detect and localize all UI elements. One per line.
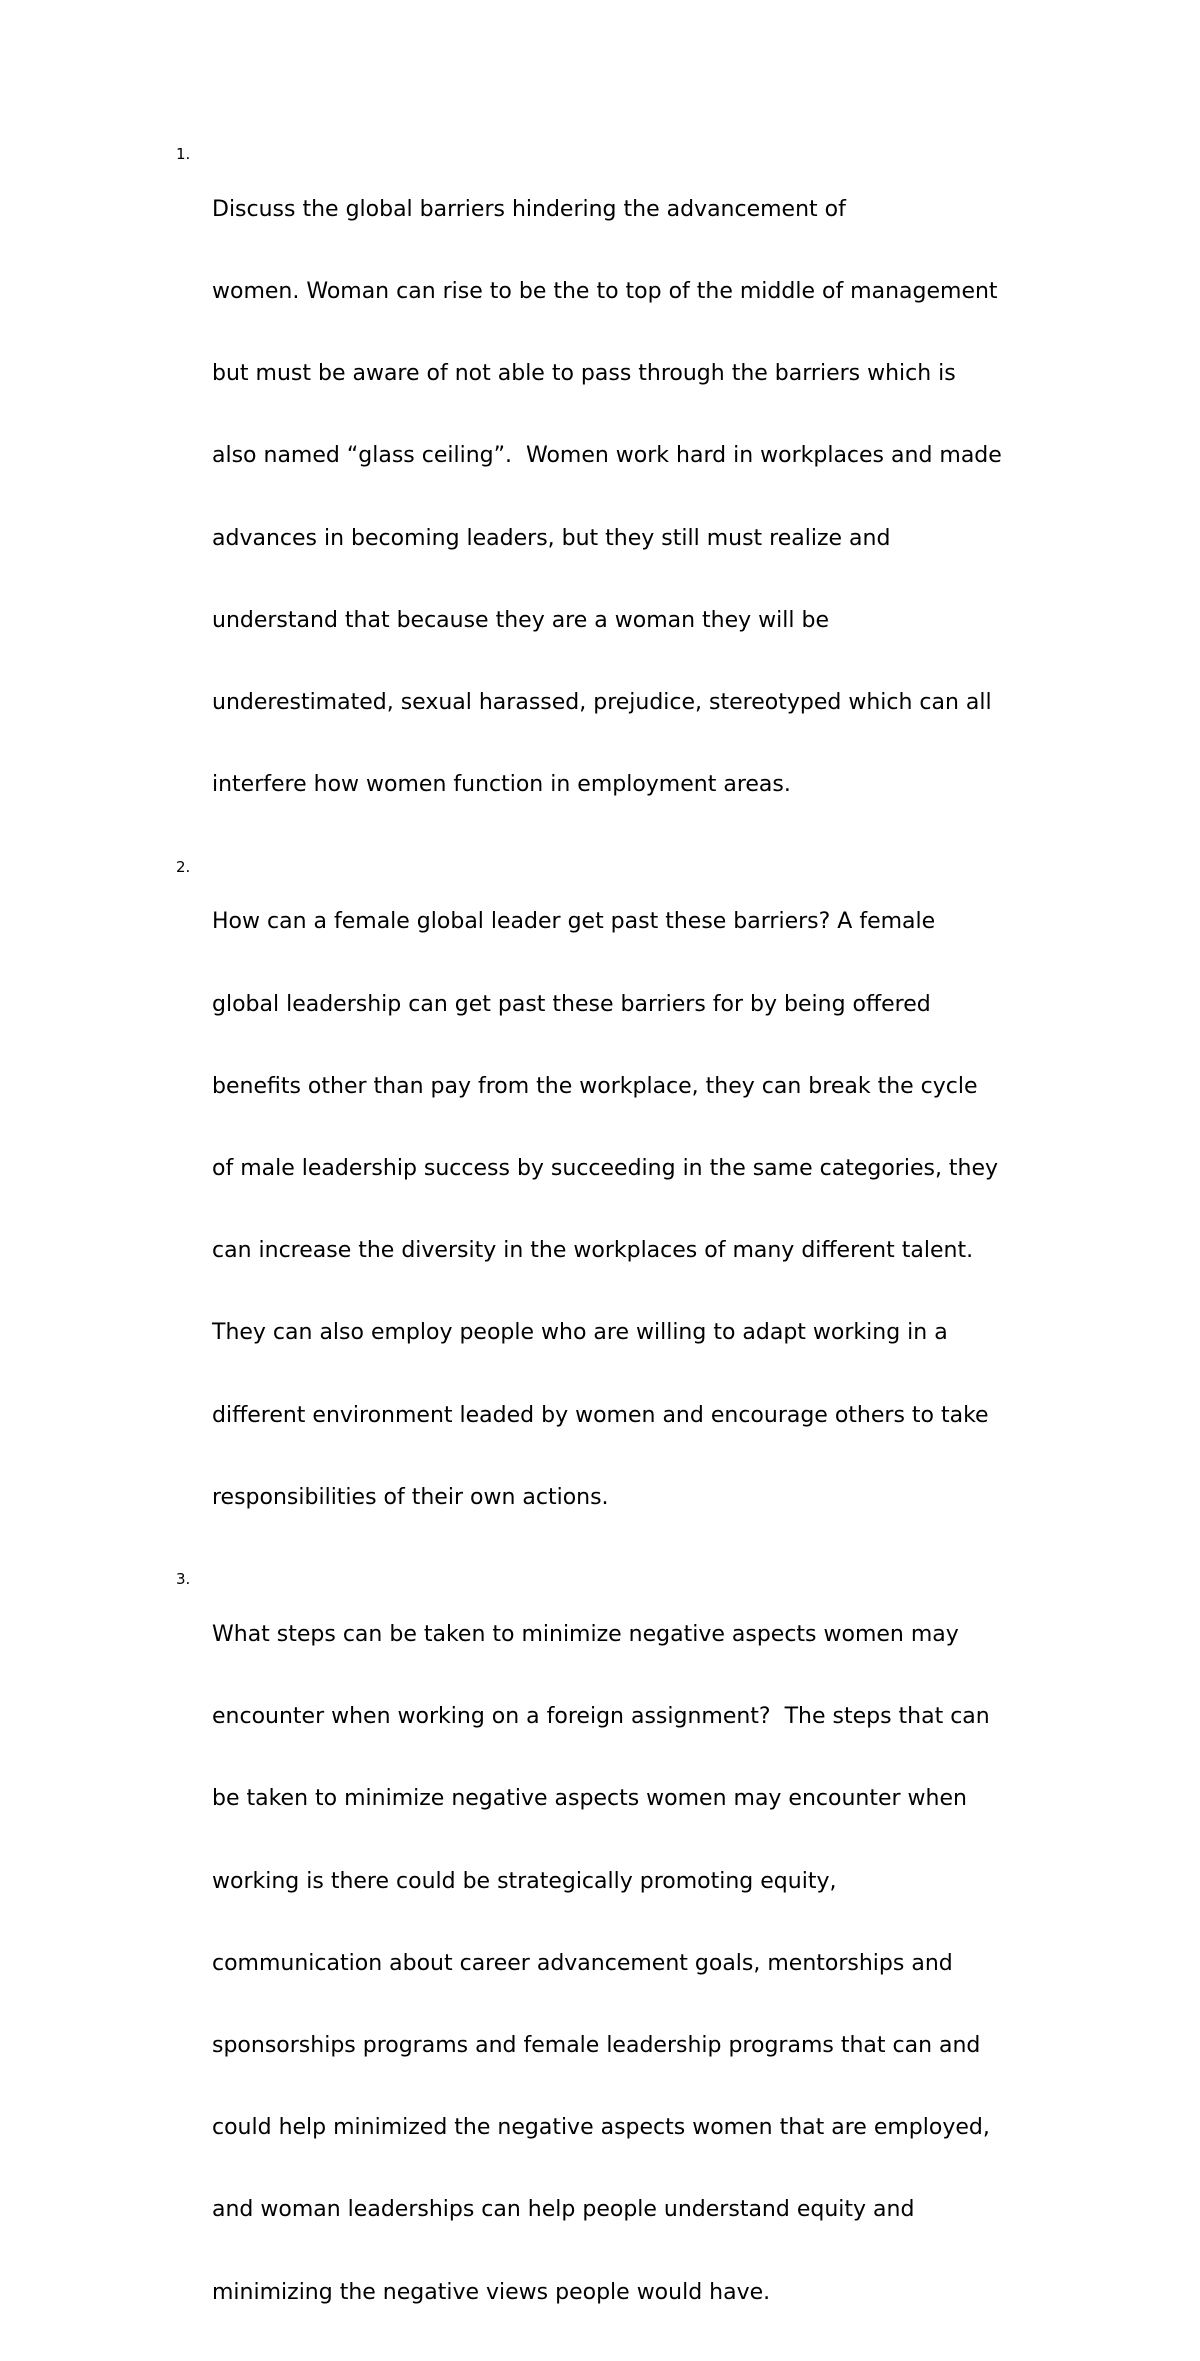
text-line: women. Woman can rise to be the to top of the middle of management: [212, 279, 998, 305]
numbered-list: [166, 141, 1066, 2361]
text-line: of male leadership success by succeeding in the same categories, they: [212, 1156, 999, 1182]
text-line: minimizing the negative views people would have.: [212, 2279, 771, 2305]
text-line: sponsorships programs and female leadership programs that can and: [212, 2033, 981, 2059]
list-item-2: [166, 854, 1066, 1567]
list-item-text: [212, 1566, 1066, 2361]
list-number: 1.: [176, 145, 191, 163]
text-line: What steps can be taken to minimize negative aspects women may: [212, 1621, 959, 1647]
text-line: Discuss the global barriers hindering the advancement of: [212, 196, 846, 222]
text-line: communication about career advancement goals, mentorships and: [212, 1950, 953, 1976]
text-line: responsibilities of their own actions.: [212, 1484, 609, 1510]
list-item-1: [166, 141, 1066, 854]
list-number: 2.: [176, 857, 191, 876]
text-line: underestimated, sexual harassed, prejudice, stereotyped which can all: [212, 690, 992, 716]
list-item-text: [212, 854, 1066, 1567]
text-line: also named “glass ceiling”. Women work hard in workplaces and made: [212, 443, 1002, 469]
text-line: How can a female global leader get past these barriers? A female: [212, 909, 936, 935]
text-line: interfere how women function in employment areas.: [212, 772, 791, 798]
list-item-3: [166, 1566, 1066, 2361]
text-line: working is there could be strategically promoting equity,: [212, 1868, 837, 1894]
text-line: understand that because they are a woman they will be: [212, 607, 829, 633]
text-line: global leadership can get past these barriers for by being offered: [212, 991, 931, 1017]
text-line: be taken to minimize negative aspects women may encounter when: [212, 1786, 967, 1812]
text-line: could help minimized the negative aspects women that are employed,: [212, 2115, 990, 2141]
text-line: They can also employ people who are willing to adapt working in a: [212, 1320, 948, 1346]
list-item-text: [212, 141, 1066, 854]
text-line: but must be aware of not able to pass through the barriers which is: [212, 361, 956, 387]
text-line: different environment leaded by women and encourage others to take: [212, 1402, 989, 1428]
text-line: can increase the diversity in the workplaces of many different talent.: [212, 1238, 974, 1264]
text-line: benefits other than pay from the workplace, they can break the cycle: [212, 1073, 978, 1099]
list-number: 3.: [176, 1570, 191, 1589]
text-line: encounter when working on a foreign assignment? The steps that can: [212, 1704, 990, 1730]
text-line: and woman leaderships can help people understand equity and: [212, 2197, 915, 2223]
text-line: advances in becoming leaders, but they still must realize and: [212, 525, 891, 551]
